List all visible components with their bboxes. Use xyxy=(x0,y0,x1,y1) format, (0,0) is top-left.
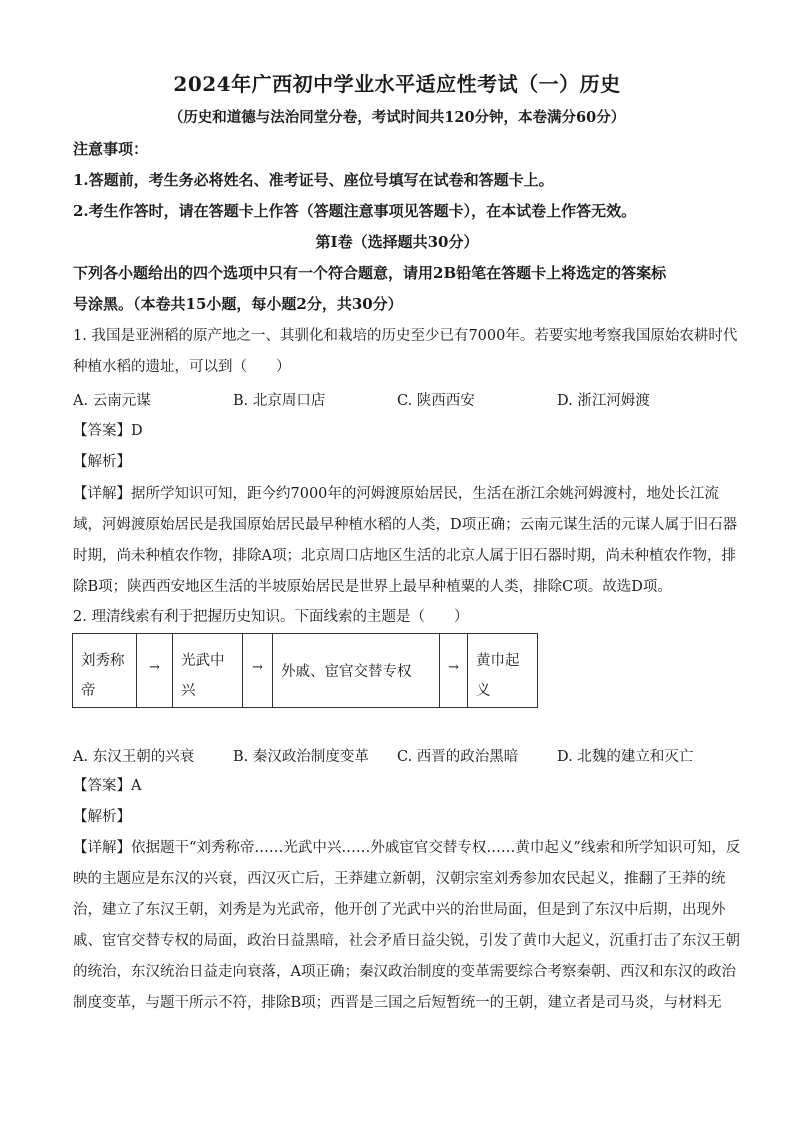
q1-detail-line-3: 时期，尚未种植农作物，排除A项；北京周口店地区生活的北京人属于旧石器时期，尚未种植农作物，排 xyxy=(73,548,736,564)
flow-cell-1-text: 刘秀称帝 xyxy=(81,653,125,699)
q2-detail-line-5: 的统治，东汉统治日益走向衰落，A项正确；秦汉政治制度的变革需要综合考察秦朝、西汉和东汉的政治 xyxy=(73,964,736,980)
q1-option-b: B. 北京周口店 xyxy=(233,393,326,409)
notice-heading: 注意事项： xyxy=(73,140,149,158)
q2-option-c: C. 西晋的政治黑暗 xyxy=(397,749,519,765)
q1-detail-line-2: 域，河姆渡原始居民是我国原始居民最早种植水稻的人类，D项正确；云南元谋生活的元谋人属于旧石器 xyxy=(73,517,738,533)
arrow-right-icon: → xyxy=(448,660,459,675)
q1-option-d: D. 浙江河姆渡 xyxy=(557,393,650,409)
flow-arrow-2 xyxy=(243,634,273,707)
flow-cell-3 xyxy=(273,634,440,707)
q1-option-c: C. 陕西西安 xyxy=(397,393,475,409)
flow-arrow-3 xyxy=(440,634,468,707)
q2-detail-line-3: 治，建立了东汉王朝，刘秀是为光武帝，他开创了光武中兴的治世局面，但是到了东汉中后期，出现外 xyxy=(73,902,726,918)
flow-cell-4-text: 黄巾起义 xyxy=(476,653,520,699)
flow-cell-4 xyxy=(468,634,537,707)
q2-stem: 2. 理清线索有利于把握历史知识。下面线索的主题是（ ） xyxy=(73,609,469,625)
flow-cell-2-text: 光武中兴 xyxy=(181,653,225,699)
q2-detail-line-2: 映的主题应是东汉的兴衰，西汉灭亡后，王莽建立新朝，汉朝宗室刘秀参加农民起义，推翻了王莽的统 xyxy=(73,871,726,887)
section-instruction-2: 号涂黑。（本卷共15小题，每小题2分，共30分） xyxy=(73,295,403,313)
notice-item-1: 1.答题前，考生务必将姓名、准考证号、座位号填写在试卷和答题卡上。 xyxy=(73,171,554,189)
q2-detail-line-1: 【详解】依据题干“刘秀称帝……光武中兴……外戚宦官交替专权……黄巾起义”线索和所学知识可知，反 xyxy=(73,840,741,856)
q2-detail-line-4: 戚、宦官交替专权的局面，政治日益黑暗，社会矛盾日益尖锐，引发了黄巾大起义，沉重打击了东汉王朝 xyxy=(73,933,740,949)
q2-flow-table xyxy=(72,633,538,708)
section-instruction-1: 下列各小题给出的四个选项中只有一个符合题意，请用2B铅笔在答题卡上将选定的答案标 xyxy=(73,264,667,282)
flow-cell-1 xyxy=(73,634,137,707)
q2-detail-line-6: 制度变革，与题干所示不符，排除B项；西晋是三国之后短暂统一的王朝，建立者是司马炎，与材料无 xyxy=(73,995,722,1011)
q2-option-a: A. 东汉王朝的兴衰 xyxy=(73,749,195,765)
q2-answer: 【答案】A xyxy=(73,778,142,794)
page-subtitle: （历史和道德与法治同堂分卷，考试时间共120分钟，本卷满分60分） xyxy=(168,109,626,126)
q1-answer: 【答案】D xyxy=(73,423,143,439)
flow-cell-3-text: 外戚、宦官交替专权 xyxy=(281,664,412,680)
q1-option-a: A. 云南元谋 xyxy=(73,393,151,409)
q1-analysis-label: 【解析】 xyxy=(73,454,131,470)
arrow-right-icon: → xyxy=(149,660,160,675)
arrow-right-icon: → xyxy=(252,660,263,675)
q1-stem-line-1: 1. 我国是亚洲稻的原产地之一、其驯化和栽培的历史至少已有7000年。若要实地考察我国原始农耕时代 xyxy=(73,328,738,344)
section-title: 第Ⅰ卷（选择题共30分） xyxy=(315,233,479,251)
q1-detail-line-4: 除B项；陕西西安地区生活的半坡原始居民是世界上最早种植粟的人类，排除C项。故选D项。 xyxy=(73,579,672,595)
q1-detail-line-1: 【详解】据所学知识可知，距今约7000年的河姆渡原始居民，生活在浙江余姚河姆渡村，地处长江流 xyxy=(73,486,719,502)
q1-stem-line-2: 种植水稻的遗址，可以到（ ） xyxy=(73,359,291,375)
q2-analysis-label: 【解析】 xyxy=(73,809,131,825)
q2-option-d: D. 北魏的建立和灭亡 xyxy=(557,749,694,765)
notice-item-2: 2.考生作答时，请在答题卡上作答（答题注意事项见答题卡），在本试卷上作答无效。 xyxy=(73,202,637,220)
q2-option-b: B. 秦汉政治制度变革 xyxy=(233,749,369,765)
flow-arrow-1 xyxy=(137,634,173,707)
flow-cell-2 xyxy=(173,634,243,707)
page-title: 2024年广西初中学业水平适应性考试（一）历史 xyxy=(173,72,621,96)
